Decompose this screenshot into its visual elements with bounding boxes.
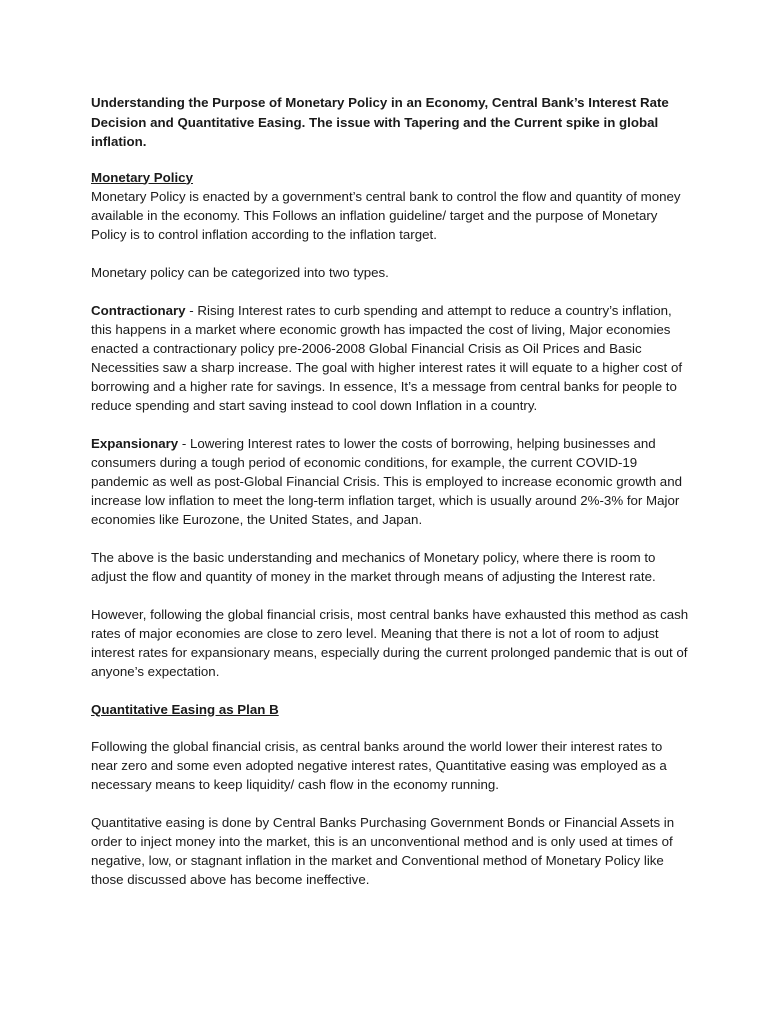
- document-page: [91, 93, 691, 889]
- paragraph-expansionary: [91, 434, 691, 529]
- paragraph-contractionary: [91, 301, 691, 415]
- contractionary-description: - Rising Interest rates to curb spending and attempt to reduce a country’s inflation, this happens in a market where economic growth has impacted the cost of living, Major economies enacted a contractionary policy pre-2006-2008 Global Financial Crisis as Oil Prices and Basic Necessities saw a sharp increase. The goal with higher interest rates it will equate to a higher cost of borrowing and a higher rate for savings. In essence, It’s a message from central banks for people to reduce spending and start saving instead to cool down Inflation in a country.: [91, 302, 683, 413]
- paragraph-two-types: Monetary policy can be categorized into two types.: [91, 264, 389, 280]
- paragraph-qe-method: Quantitative easing is done by Central Banks Purchasing Government Bonds or Financial Assets in order to inject money into the market, this is an unconventional method and is only used at times of negative, low, or stagnant inflation in the market and Conventional method of Monetary Policy like those discussed above has become ineffective.: [91, 814, 675, 887]
- paragraph-monetary-policy-intro: Monetary Policy is enacted by a government’s central bank to control the flow and quantity of money available in the economy. This Follows an inflation guideline/ target and the purpose of Monetary Policy is to control inflation according to the inflation target.: [91, 188, 681, 242]
- term-expansionary: Expansionary: [91, 435, 179, 451]
- document-title: Understanding the Purpose of Monetary Policy in an Economy, Central Bank’s Interest Rate Decision and Quantitative Easing. The issue with Tapering and the Current spike in global inflation.: [91, 95, 669, 149]
- paragraph-mechanics: The above is the basic understanding and mechanics of Monetary policy, where there is room to adjust the flow and quantity of money in the market through means of adjusting the Interest rate.: [91, 549, 656, 584]
- paragraph-qe-following-crisis: Following the global financial crisis, as central banks around the world lower their interest rates to near zero and some even adopted negative interest rates, Quantitative easing was employed as a necessary means to keep liquidity/ cash flow in the economy running.: [91, 738, 667, 792]
- section-heading-monetary-policy: Monetary Policy: [91, 169, 193, 185]
- section-heading-quantitative-easing: Quantitative Easing as Plan B: [91, 701, 279, 717]
- paragraph-exhausted-method: However, following the global financial crisis, most central banks have exhausted this method as cash rates of major economies are close to zero level. Meaning that there is not a lot of room to adjust interest rates for expansionary means, especially during the current prolonged pandemic that is out of anyone’s expectation.: [91, 606, 689, 679]
- expansionary-description: - Lowering Interest rates to lower the costs of borrowing, helping businesses and consumers during a tough period of economic conditions, for example, the current COVID-19 pandemic as well as post-Global Financial Crisis. This is employed to increase economic growth and increase low inflation to meet the long-term inflation target, which is usually around 2%-3% for Major economies like Eurozone, the United States, and Japan.: [91, 435, 682, 527]
- term-contractionary: Contractionary: [91, 302, 186, 318]
